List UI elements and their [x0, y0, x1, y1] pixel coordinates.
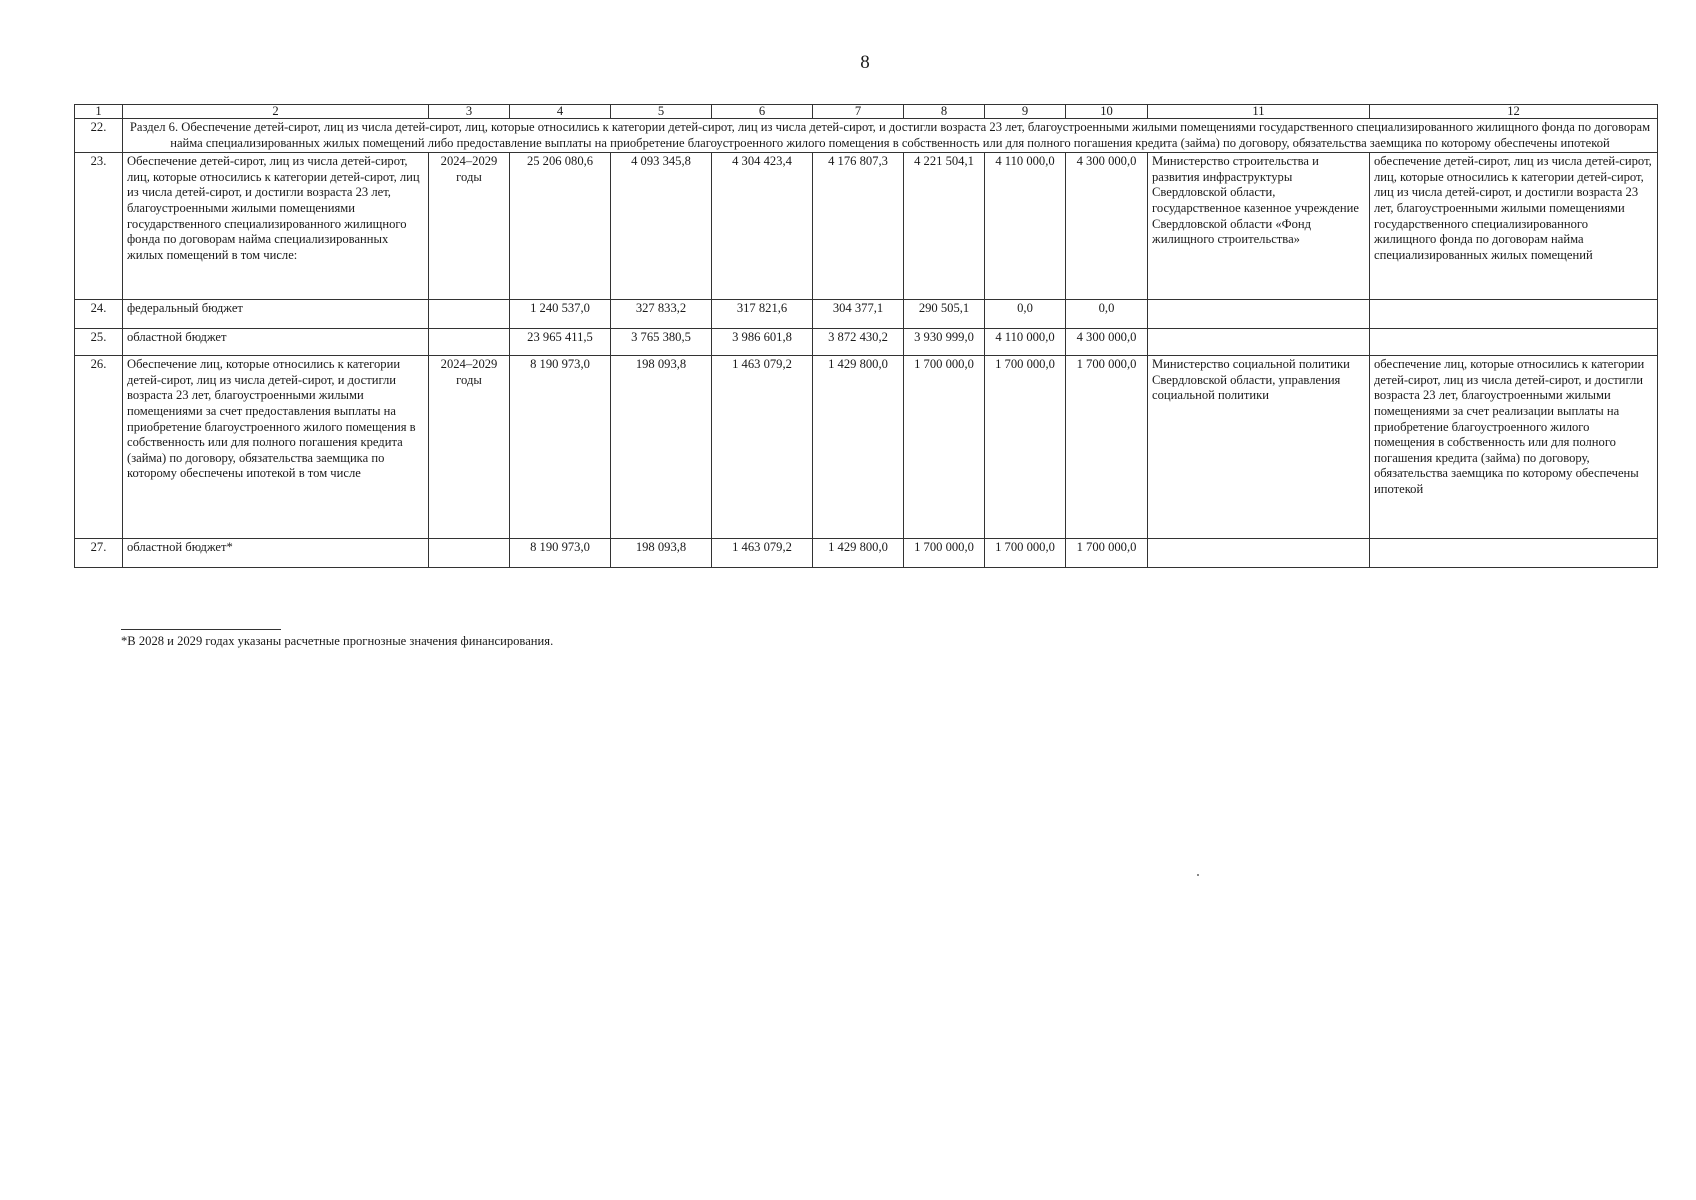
column-number: 8: [904, 105, 985, 119]
total-cell: 23 965 411,5: [510, 329, 611, 356]
executor-cell: [1148, 329, 1370, 356]
year-2029-cell: 1 700 000,0: [1066, 539, 1148, 568]
year-2028-cell: 1 700 000,0: [985, 539, 1066, 568]
year-2027-cell: 4 221 504,1: [904, 153, 985, 300]
year-2026-cell: 3 872 430,2: [813, 329, 904, 356]
executor-cell: Министерство строительства и развития инфраструктуры Свердловской области, государственное казенное учреждение Свердловской области «Фонд жилищного строительства»: [1148, 153, 1370, 300]
row-number: 22.: [75, 119, 123, 153]
total-cell: 1 240 537,0: [510, 300, 611, 329]
column-number: 9: [985, 105, 1066, 119]
year-2025-cell: 1 463 079,2: [712, 539, 813, 568]
year-2025-cell: 317 821,6: [712, 300, 813, 329]
measure-name: федеральный бюджет: [123, 300, 429, 329]
year-2025-cell: 4 304 423,4: [712, 153, 813, 300]
year-2024-cell: 327 833,2: [611, 300, 712, 329]
target-cell: обеспечение детей-сирот, лиц из числа детей-сирот, лиц, которые относились к категории детей-сирот, лиц из числа детей-сирот, и достигли возраста 23 лет, благоустроенными жилыми помещениями государственного специализированного жилищного фонда по договорам найма специализированных жилых помещений: [1370, 153, 1658, 300]
year-2025-cell: 3 986 601,8: [712, 329, 813, 356]
measure-name: Обеспечение лиц, которые относились к категории детей-сирот, лиц из числа детей-сирот, и достигли возраста 23 лет, благоустроенными жилыми помещениями за счет предоставления выплаты на приобретение благоустроенного жилого помещения в собственность или для полного погашения кредита (займа) по договору, обязательства заемщика по которому обеспечены ипотекой в том числе: [123, 356, 429, 539]
year-2024-cell: 3 765 380,5: [611, 329, 712, 356]
footnote: *В 2028 и 2029 годах указаны расчетные прогнозные значения финансирования.: [121, 634, 554, 648]
target-cell: обеспечение лиц, которые относились к категории детей-сирот, лиц из числа детей-сирот, и достигли возраста 23 лет, благоустроенными жилыми помещениями за счет реализации выплаты на приобретение благоустроенного жилого помещения в собственность или для полного погашения кредита (займа) по договору, обязательства заемщика по которому обеспечены ипотекой: [1370, 356, 1658, 539]
scan-speck: [1197, 874, 1199, 876]
year-2024-cell: 198 093,8: [611, 356, 712, 539]
period-cell: [429, 329, 510, 356]
year-2029-cell: 0,0: [1066, 300, 1148, 329]
row-number: 26.: [75, 356, 123, 539]
section-title: Раздел 6. Обеспечение детей-сирот, лиц из числа детей-сирот, лиц, которые относились к категории детей-сирот, лиц из числа детей-сирот, и достигли возраста 23 лет, благоустроенными жилыми помещениями государственного специализированного жилищного фонда по договорам найма специализированных жилых помещений либо предоставление выплаты на приобретение благоустроенного жилого помещения в собственность или для полного погашения кредита (займа) по договору, обязательства заемщика по которому обеспечены ипотекой: [123, 119, 1658, 153]
program-table: [74, 104, 1658, 568]
table-row: [75, 356, 1658, 539]
year-2029-cell: 1 700 000,0: [1066, 356, 1148, 539]
executor-cell: [1148, 300, 1370, 329]
period-cell: [429, 300, 510, 329]
column-number: 2: [123, 105, 429, 119]
table-row: [75, 153, 1658, 300]
target-cell: [1370, 300, 1658, 329]
year-2027-cell: 3 930 999,0: [904, 329, 985, 356]
row-number: 23.: [75, 153, 123, 300]
column-number: 1: [75, 105, 123, 119]
column-number: 10: [1066, 105, 1148, 119]
year-2026-cell: 1 429 800,0: [813, 356, 904, 539]
year-2028-cell: 4 110 000,0: [985, 329, 1066, 356]
year-2027-cell: 1 700 000,0: [904, 539, 985, 568]
row-number: 27.: [75, 539, 123, 568]
year-2025-cell: 1 463 079,2: [712, 356, 813, 539]
year-2028-cell: 1 700 000,0: [985, 356, 1066, 539]
measure-name: областной бюджет*: [123, 539, 429, 568]
total-cell: 8 190 973,0: [510, 356, 611, 539]
year-2024-cell: 198 093,8: [611, 539, 712, 568]
executor-cell: Министерство социальной политики Свердловской области, управления социальной политики: [1148, 356, 1370, 539]
total-cell: 25 206 080,6: [510, 153, 611, 300]
target-cell: [1370, 539, 1658, 568]
year-2027-cell: 290 505,1: [904, 300, 985, 329]
target-cell: [1370, 329, 1658, 356]
year-2029-cell: 4 300 000,0: [1066, 153, 1148, 300]
table-row: [75, 329, 1658, 356]
table-row: [75, 300, 1658, 329]
period-cell: 2024–2029 годы: [429, 153, 510, 300]
column-number: 7: [813, 105, 904, 119]
page-number: 8: [860, 52, 870, 73]
year-2028-cell: 4 110 000,0: [985, 153, 1066, 300]
column-number: 3: [429, 105, 510, 119]
executor-cell: [1148, 539, 1370, 568]
column-number-row: [75, 105, 1658, 119]
year-2029-cell: 4 300 000,0: [1066, 329, 1148, 356]
year-2026-cell: 304 377,1: [813, 300, 904, 329]
measure-name: Обеспечение детей-сирот, лиц из числа детей-сирот, лиц, которые относились к категории детей-сирот, лиц из числа детей-сирот, и достигли возраста 23 лет, благоустроенными жилыми помещениями государственного специализированного жилищного фонда по договорам найма специализированных жилых помещений в том числе:: [123, 153, 429, 300]
period-cell: [429, 539, 510, 568]
footnote-divider: [121, 629, 281, 630]
column-number: 5: [611, 105, 712, 119]
table-row: [75, 539, 1658, 568]
year-2028-cell: 0,0: [985, 300, 1066, 329]
column-number: 12: [1370, 105, 1658, 119]
year-2026-cell: 1 429 800,0: [813, 539, 904, 568]
row-number: 25.: [75, 329, 123, 356]
column-number: 4: [510, 105, 611, 119]
column-number: 11: [1148, 105, 1370, 119]
year-2024-cell: 4 093 345,8: [611, 153, 712, 300]
section-row: [75, 119, 1658, 153]
column-number: 6: [712, 105, 813, 119]
year-2027-cell: 1 700 000,0: [904, 356, 985, 539]
total-cell: 8 190 973,0: [510, 539, 611, 568]
measure-name: областной бюджет: [123, 329, 429, 356]
year-2026-cell: 4 176 807,3: [813, 153, 904, 300]
period-cell: 2024–2029 годы: [429, 356, 510, 539]
row-number: 24.: [75, 300, 123, 329]
